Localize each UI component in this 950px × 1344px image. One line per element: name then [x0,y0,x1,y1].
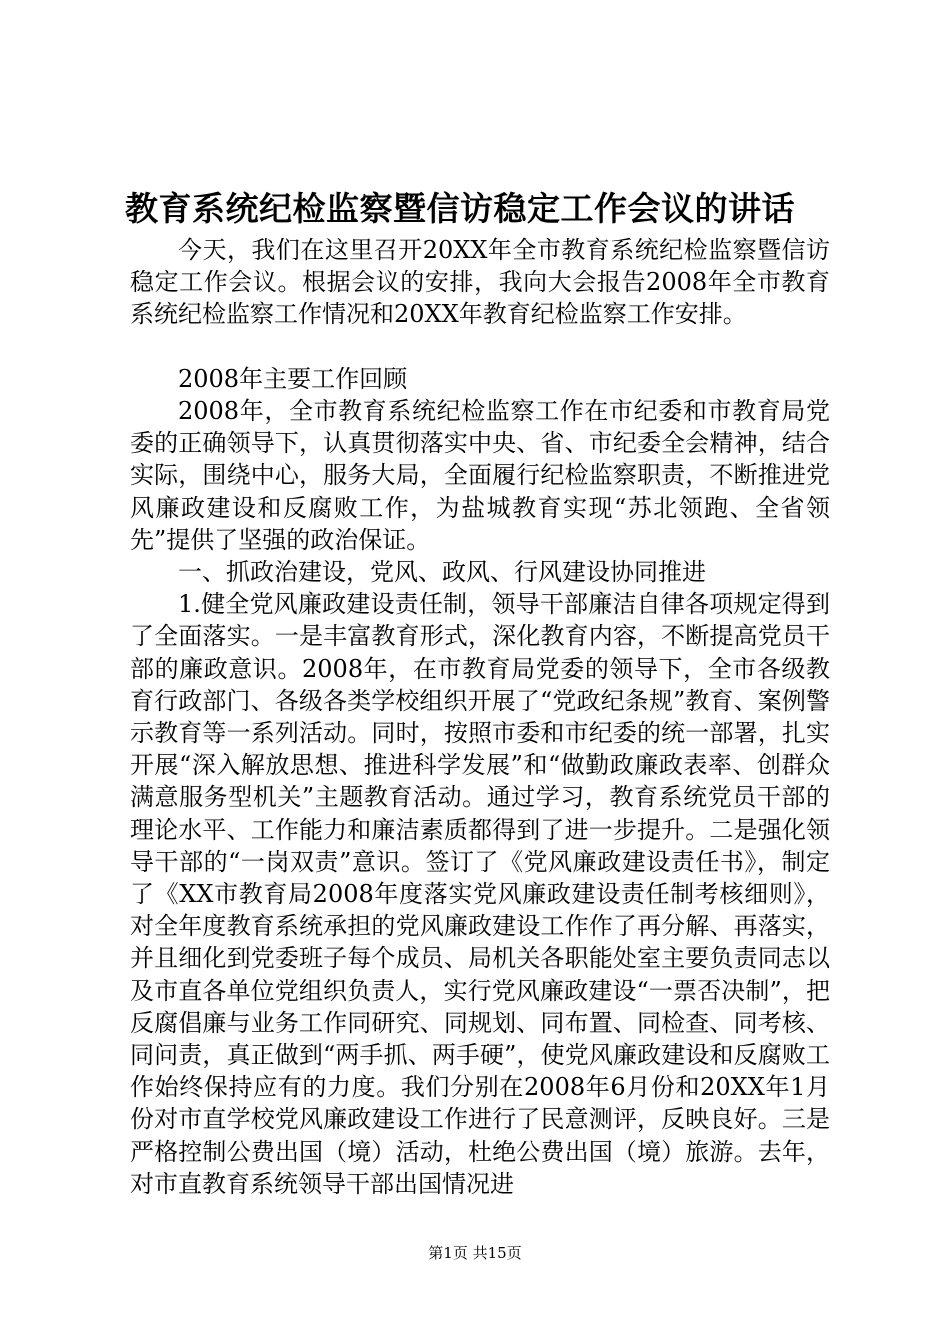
document-body [130,234,830,1200]
paragraph-intro: 今天，我们在这里召开20XX年全市教育系统纪检监察暨信访稳定工作会议。根据会议的安排，我向大会报告2008年全市教育系统纪检监察工作情况和20XX年教育纪检监察工作安排。 [130,236,830,329]
page-footer: 第1页 共15页 [428,1244,522,1262]
paragraph-review-summary: 2008年，全市教育系统纪检监察工作在市纪委和市教育局党委的正确领导下，认真贯彻落实中央、省、市纪委全会精神，结合实际，围绕中心，服务大局，全面履行纪检监察职责，不断推进党风廉政建设和反腐败工作，为盐城教育实现“苏北领跑、全省领先”提供了坚强的政治保证。 [130,397,830,554]
section-heading-political-building: 一、抓政治建设，党风、政风、行风建设协同推进 [178,558,706,587]
paragraph-responsibility-system: 1.健全党风廉政建设责任制，领导干部廉洁自律各项规定得到了全面落实。一是丰富教育形式，深化教育内容，不断提高党员干部的廉政意识。2008年，在市教育局党委的领导下，全市各级教育行政部门、各级各类学校组织开展了“党政纪条规”教育、案例警示教育等一系列活动。同时，按照市委和市纪委的统一部署，扎实开展“深入解放思想、推进科学发展”和“做勤政廉政表率、创群众满意服务型机关”主题教育活动。通过学习，教育系统党员干部的理论水平、工作能力和廉洁素质都得到了进一步提升。二是强化领导干部的“一岗双责”意识。签订了《党风廉政建设责任书》，制定了《XX市教育局2008年度落实党风廉政建设责任制考核细则》，对全年度教育系统承担的党风廉政建设工作作了再分解、再落实，并且细化到党委班子每个成员、局机关各职能处室主要负责同志以及市直各单位党组织负责人，实行党风廉政建设“一票否决制”，把反腐倡廉与业务工作同研究、同规划、同布置、同检查、同考核、同问责，真正做到“两手抓、两手硬”，使党风廉政建设和反腐败工作始终保持应有的力度。我们分别在2008年6月份和20XX年1月份对市直学校党风廉政建设工作进行了民意测评，反映良好。三是严格控制公费出国（境）活动，杜绝公费出国（境）旅游。去年，对市直教育系统领导干部出国情况进 [130,590,830,1198]
section-heading-review: 2008年主要工作回顾 [178,364,408,393]
document-title: 教育系统纪检监察暨信访稳定工作会议的讲话 [125,189,795,228]
paragraph-spacer [130,331,830,363]
